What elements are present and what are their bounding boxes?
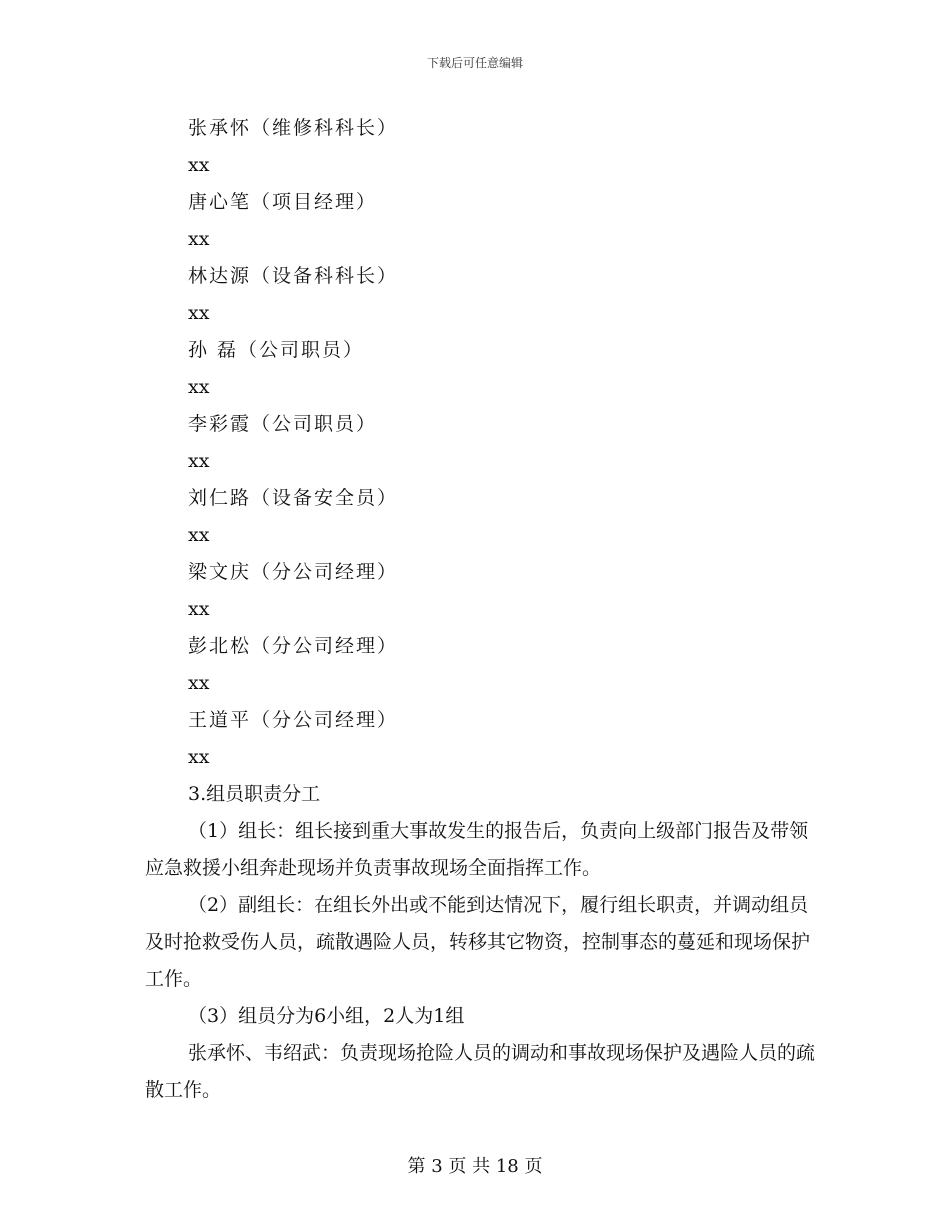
member-entry bbox=[145, 628, 815, 702]
paragraph-deputy-duty: （2）副组长：在组长外出或不能到达情况下，履行组长职责，并调动组员及时抢救受伤人员，疏散遇险人员，转移其它物资，控制事态的蔓延和现场保护工作。 bbox=[145, 894, 811, 990]
member-name: 张承怀（维修科科长） bbox=[188, 117, 399, 139]
member-name: 李彩霞（公司职员） bbox=[188, 413, 378, 435]
member-name: 彭北松（分公司经理） bbox=[188, 635, 399, 657]
member-phone: xx bbox=[188, 376, 210, 398]
paragraph-group-assignment: 张承怀、韦绍武：负责现场抢险人员的调动和事故现场保护及遇险人员的疏散工作。 bbox=[145, 1042, 816, 1101]
member-entry bbox=[145, 406, 815, 480]
member-name: 刘仁路（设备安全员） bbox=[188, 487, 399, 509]
member-phone: xx bbox=[188, 524, 210, 546]
page-number-footer: 第 3 页 共 18 页 bbox=[407, 1156, 543, 1177]
member-entry bbox=[145, 702, 815, 776]
member-phone: xx bbox=[188, 450, 210, 472]
member-phone: xx bbox=[188, 672, 210, 694]
member-phone: xx bbox=[188, 228, 210, 250]
member-phone: xx bbox=[188, 746, 210, 768]
member-entry bbox=[145, 258, 815, 332]
member-name: 林达源（设备科科长） bbox=[188, 265, 399, 287]
member-name: 唐心笔（项目经理） bbox=[188, 191, 378, 213]
document-body bbox=[145, 110, 815, 1109]
member-name: 王道平（分公司经理） bbox=[188, 709, 399, 731]
member-entry bbox=[145, 480, 815, 554]
paragraph-leader-duty: （1）组长：组长接到重大事故发生的报告后，负责向上级部门报告及带领应急救援小组奔赴现场并负责事故现场全面指挥工作。 bbox=[145, 820, 809, 879]
paragraph-group-split: （3）组员分为6小组，2人为1组 bbox=[188, 1005, 465, 1027]
member-phone: xx bbox=[188, 154, 210, 176]
member-entry bbox=[145, 184, 815, 258]
page-header: 下载后可任意编辑 bbox=[426, 56, 523, 70]
member-name: 梁文庆（分公司经理） bbox=[188, 561, 399, 583]
member-entry bbox=[145, 554, 815, 628]
member-name: 孙 磊（公司职员） bbox=[188, 339, 365, 361]
section-heading: 3.组员职责分工 bbox=[188, 783, 321, 805]
member-entry bbox=[145, 110, 815, 184]
member-entry bbox=[145, 332, 815, 406]
member-phone: xx bbox=[188, 302, 210, 324]
member-phone: xx bbox=[188, 598, 210, 620]
